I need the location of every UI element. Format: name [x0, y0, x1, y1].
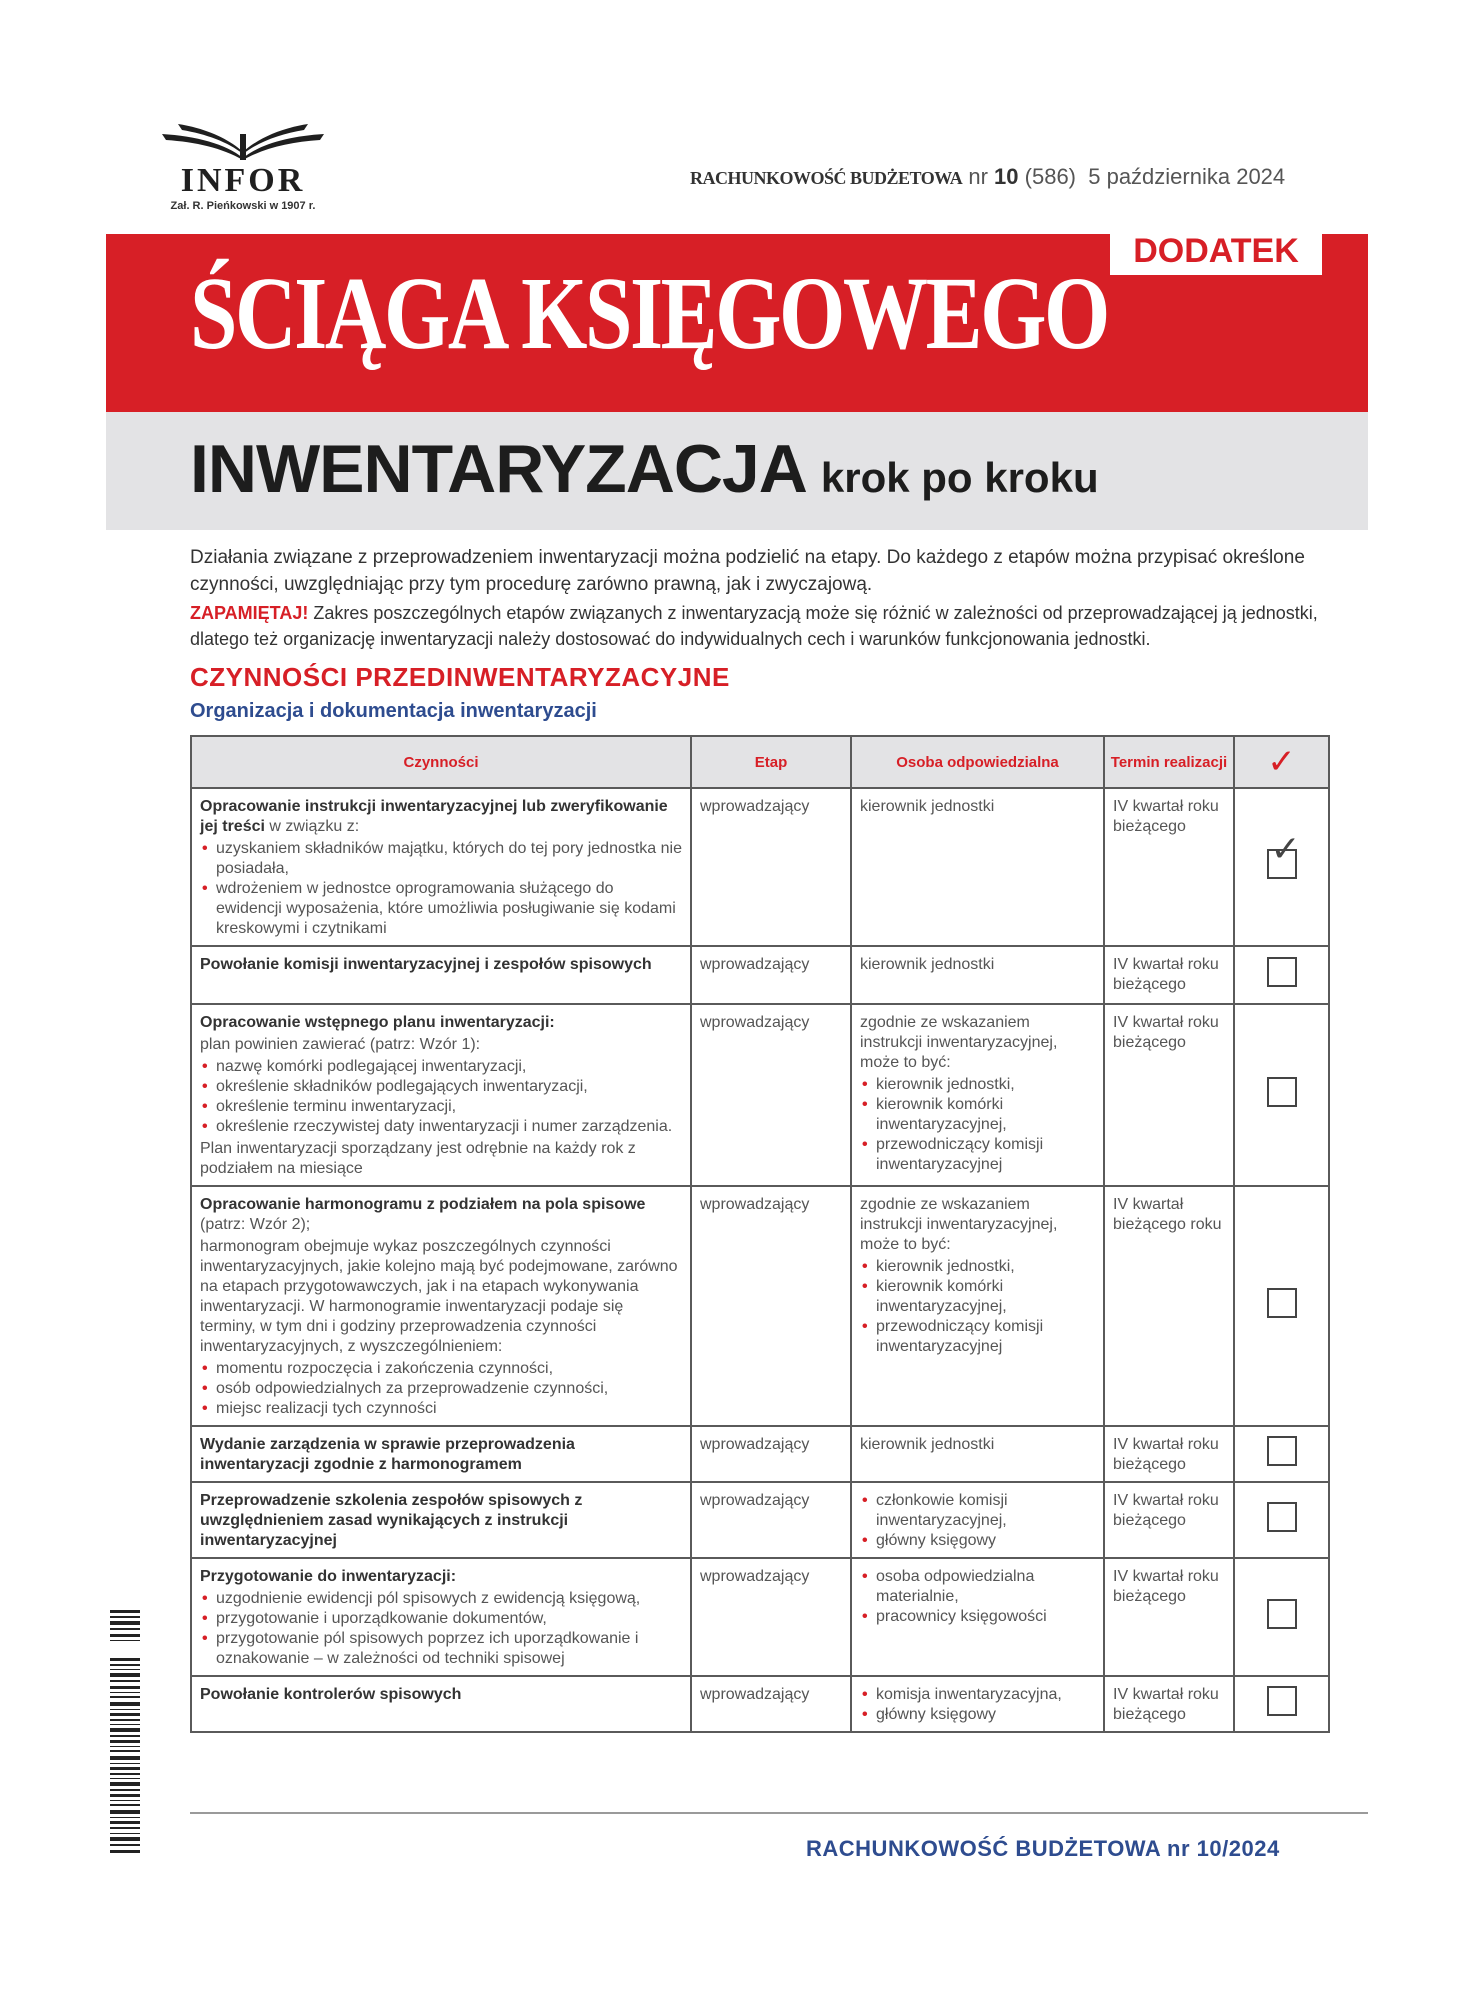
stage-cell: wprowadzający: [691, 1558, 851, 1676]
activity-intro: plan powinien zawierać (patrz: Wzór 1):: [200, 1036, 481, 1053]
list-item: • komisja inwentaryzacyjna,: [860, 1685, 1095, 1705]
book-wings-icon: [156, 122, 330, 162]
activity-title-suffix: w związku z:: [264, 818, 360, 835]
list-item: • określenie rzeczywistej daty inwentaryzacji i numer zarządzenia.: [200, 1117, 682, 1137]
activity-cell: [191, 1482, 691, 1558]
list-item: • kierownik jednostki,: [860, 1075, 1095, 1095]
activity-cell: [191, 1676, 691, 1732]
person-cell: [851, 1482, 1104, 1558]
list-item: • członkowie komisji inwentaryzacyjnej,: [860, 1491, 1095, 1531]
list-item: • przygotowanie pól spisowych poprzez ich uporządkowanie i oznakowanie – w zależności od techniki spisowej: [200, 1629, 682, 1669]
list-item: • wdrożeniem w jednostce oprogramowania służącego do ewidencji wyposażenia, które umożliwia posługiwanie się kodami kreskowymi i czytnikami: [200, 879, 682, 939]
subtitle-main: INWENTARYZACJA: [190, 431, 807, 507]
deadline-cell: IV kwartał roku bieżącego: [1104, 1426, 1234, 1482]
deadline-cell: IV kwartał roku bieżącego: [1104, 1558, 1234, 1676]
check-cell: [1234, 1558, 1329, 1676]
person-bullets: [860, 1567, 1095, 1627]
list-item: • uzyskaniem składników majątku, których do tej pory jednostka nie posiadała,: [200, 839, 682, 879]
activity-title: Opracowanie harmonogramu z podziałem na pola spisowe: [200, 1196, 646, 1213]
person-cell: [851, 1676, 1104, 1732]
task-checkbox[interactable]: [1267, 1436, 1297, 1466]
stage-cell: wprowadzający: [691, 1676, 851, 1732]
list-item: • kierownik jednostki,: [860, 1257, 1095, 1277]
activity-bullets: [200, 1057, 682, 1137]
check-cell: [1234, 946, 1329, 1004]
intro-paragraph: Działania związane z przeprowadzeniem inwentaryzacji można podzielić na etapy. Do każdego z etapów można przypisać określone czynności, uwzględniając przy tym procedurę zarówno prawną, jak i zwyczajową.: [190, 547, 1305, 595]
list-item: • główny księgowy: [860, 1531, 1095, 1551]
person-cell: kierownik jednostki: [851, 1426, 1104, 1482]
table-row: [191, 1004, 1329, 1186]
check-cell: [1234, 1676, 1329, 1732]
person-cell: [851, 1004, 1104, 1186]
list-item: • miejsc realizacji tych czynności: [200, 1399, 682, 1419]
person-cell: kierownik jednostki: [851, 788, 1104, 946]
activity-bullets: [200, 839, 682, 939]
section-subtitle: Organizacja i dokumentacja inwentaryzacji: [190, 700, 597, 722]
check-cell: [1234, 1426, 1329, 1482]
remember-paragraph: [190, 600, 1340, 652]
subtitle-tail: krok po kroku: [820, 454, 1099, 501]
activity-cell: [191, 1426, 691, 1482]
list-item: • przygotowanie i uporządkowanie dokumentów,: [200, 1609, 682, 1629]
list-item: • osób odpowiedzialnych za przeprowadzenie czynności,: [200, 1379, 682, 1399]
person-cell: [851, 1186, 1104, 1426]
stage-cell: wprowadzający: [691, 1004, 851, 1186]
activity-title-suffix: (patrz: Wzór 2);: [200, 1216, 311, 1233]
table-row: [191, 946, 1329, 1004]
list-item: • nazwę komórki podlegającej inwentaryzacji,: [200, 1057, 682, 1077]
list-item: • przewodniczący komisji inwentaryzacyjnej: [860, 1317, 1095, 1357]
task-checkbox[interactable]: [1267, 1077, 1297, 1107]
check-cell: [1234, 788, 1329, 946]
activity-note: Plan inwentaryzacji sporządzany jest odrębnie na każdy rok z podziałem na miesiące: [200, 1140, 636, 1177]
task-checkbox[interactable]: [1267, 1502, 1297, 1532]
check-cell: [1234, 1482, 1329, 1558]
table-row: [191, 1186, 1329, 1426]
list-item: • główny księgowy: [860, 1705, 1095, 1725]
stage-cell: wprowadzający: [691, 946, 851, 1004]
checklist-table: [190, 735, 1330, 1733]
task-checkbox[interactable]: [1267, 849, 1297, 879]
person-bullets: [860, 1257, 1095, 1357]
task-checkbox[interactable]: [1267, 1599, 1297, 1629]
check-cell: [1234, 1004, 1329, 1186]
activity-title: Opracowanie instrukcji inwentaryzacyjnej lub zweryfikowanie jej treści: [200, 798, 668, 835]
person-bullets: [860, 1491, 1095, 1551]
remember-label: ZAPAMIĘTAJ!: [190, 603, 309, 623]
activity-title: Powołanie komisji inwentaryzacyjnej i zespołów spisowych: [200, 956, 652, 973]
person-bullets: [860, 1685, 1095, 1725]
activity-cell: [191, 788, 691, 946]
deadline-cell: IV kwartał roku bieżącego: [1104, 1004, 1234, 1186]
list-item: • określenie terminu inwentaryzacji,: [200, 1097, 682, 1117]
stage-cell: wprowadzający: [691, 788, 851, 946]
logo-text: INFOR: [180, 162, 306, 199]
supplement-badge: DODATEK: [1110, 227, 1322, 275]
table-row: [191, 1482, 1329, 1558]
logo-since: Zał. R. Pieńkowski w 1907 r.: [170, 200, 316, 212]
person-text: zgodnie ze wskazaniem instrukcji inwentaryzacyjnej, może to być:: [860, 1196, 1058, 1253]
publication-name: RACHUNKOWOŚĆ BUDŻETOWA: [690, 168, 963, 188]
stage-cell: wprowadzający: [691, 1426, 851, 1482]
list-item: • momentu rozpoczęcia i zakończenia czynności,: [200, 1359, 682, 1379]
remember-text: Zakres poszczególnych etapów związanych z inwentaryzacją może się różnić w zależności od przeprowadzającej ją jednostki, dlatego też organizację inwentaryzacji należy dostosować do indywidualnych cech i warunków funkcjonowania jednostki.: [190, 603, 1318, 649]
list-item: • pracownicy księgowości: [860, 1607, 1095, 1627]
section-title: CZYNNOŚCI PRZEDINWENTARYZACYJNE: [190, 662, 730, 692]
header-person: Osoba odpowiedzialna: [851, 736, 1104, 788]
issue-date: 5 października 2024: [1088, 164, 1286, 189]
issue-nr-label: nr: [968, 164, 988, 189]
list-item: • kierownik komórki inwentaryzacyjnej,: [860, 1277, 1095, 1317]
task-checkbox[interactable]: [1267, 1288, 1297, 1318]
publisher-logo: [148, 122, 338, 214]
table-row: [191, 788, 1329, 946]
issue-line: [690, 164, 1285, 190]
task-checkbox[interactable]: [1267, 957, 1297, 987]
list-item: • przewodniczący komisji inwentaryzacyjnej: [860, 1135, 1095, 1175]
person-cell: [851, 1558, 1104, 1676]
list-item: • kierownik komórki inwentaryzacyjnej,: [860, 1095, 1095, 1135]
table-row: [191, 1676, 1329, 1732]
activity-bullets: [200, 1359, 682, 1419]
task-checkbox[interactable]: [1267, 1686, 1297, 1716]
person-text: zgodnie ze wskazaniem instrukcji inwentaryzacyjnej, może to być:: [860, 1014, 1058, 1071]
check-cell: [1234, 1186, 1329, 1426]
activity-title: Wydanie zarządzenia w sprawie przeprowadzenia inwentaryzacji zgodnie z harmonogramem: [200, 1436, 575, 1473]
stage-cell: wprowadzający: [691, 1482, 851, 1558]
header-check: ✓: [1234, 736, 1329, 788]
list-item: • osoba odpowiedzialna materialnie,: [860, 1567, 1095, 1607]
header-stage: Etap: [691, 736, 851, 788]
deadline-cell: IV kwartał roku bieżącego: [1104, 946, 1234, 1004]
person-bullets: [860, 1075, 1095, 1175]
table-row: [191, 1426, 1329, 1482]
footer-text: RACHUNKOWOŚĆ BUDŻETOWA nr 10/2024: [806, 1836, 1280, 1861]
activity-title: Przeprowadzenie szkolenia zespołów spisowych z uwzględnieniem zasad wynikających z instrukcji inwentaryzacyjnej: [200, 1492, 583, 1549]
header-deadline: Termin realizacji: [1104, 736, 1234, 788]
list-item: • uzgodnienie ewidencji pól spisowych z ewidencją księgową,: [200, 1589, 682, 1609]
activity-cell: [191, 946, 691, 1004]
issue-number: 10: [994, 164, 1019, 189]
activity-intro: harmonogram obejmuje wykaz poszczególnych czynności inwentaryzacyjnych, jakie kolejno mają być podejmowane, zarówno na etapach przygotowawczych, jak i na etapach wykonywania inwentaryzacji. W harmonogramie inwentaryzacji podaje się terminy, w tym dni i godziny przeprowadzenia czynności inwentaryzacyjnych, z wyszczególnieniem:: [200, 1238, 678, 1355]
activity-title: Powołanie kontrolerów spisowych: [200, 1686, 462, 1703]
deadline-cell: IV kwartał roku bieżącego: [1104, 1482, 1234, 1558]
deadline-cell: IV kwartał roku bieżącego: [1104, 1676, 1234, 1732]
main-title: ŚCIĄGA KSIĘGOWEGO: [190, 256, 1108, 371]
barcode-icon: [106, 1610, 146, 1860]
stage-cell: wprowadzający: [691, 1186, 851, 1426]
footer-divider: [190, 1812, 1368, 1814]
activity-title: Opracowanie wstępnego planu inwentaryzacji:: [200, 1014, 555, 1031]
subtitle: [190, 430, 1099, 508]
activity-cell: [191, 1186, 691, 1426]
activity-bullets: [200, 1589, 682, 1669]
activity-cell: [191, 1558, 691, 1676]
list-item: • określenie składników podlegających inwentaryzacji,: [200, 1077, 682, 1097]
deadline-cell: IV kwartał roku bieżącego: [1104, 788, 1234, 946]
activity-title: Przygotowanie do inwentaryzacji:: [200, 1568, 457, 1585]
header-activity: Czynności: [191, 736, 691, 788]
issue-total: (586): [1024, 164, 1076, 189]
table-header-row: [191, 736, 1329, 788]
activity-cell: [191, 1004, 691, 1186]
person-cell: kierownik jednostki: [851, 946, 1104, 1004]
table-row: [191, 1558, 1329, 1676]
deadline-cell: IV kwartał bieżącego roku: [1104, 1186, 1234, 1426]
